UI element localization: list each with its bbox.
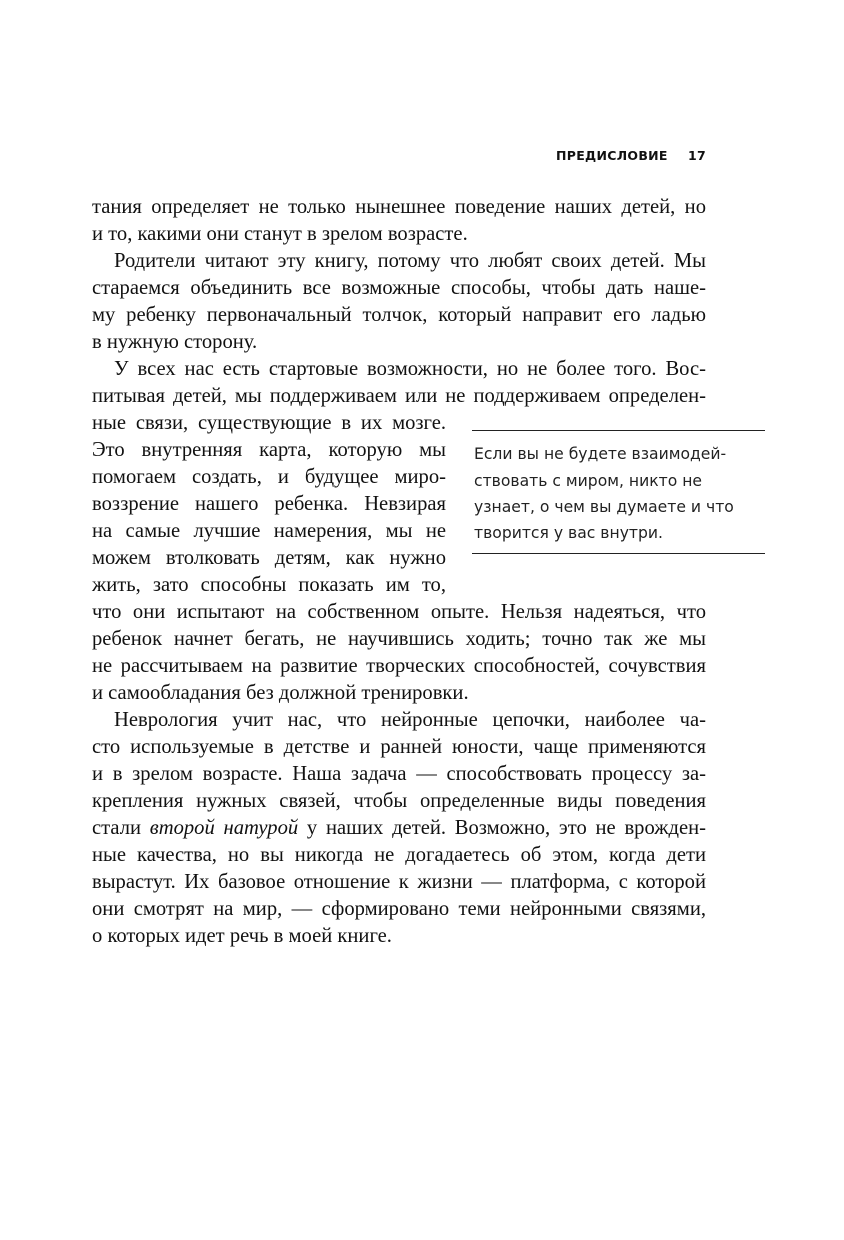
text-line: У всех нас есть стартовые возможности, но не более того. Вос- <box>114 358 706 380</box>
text-line: питывая детей, мы поддерживаем или не поддерживаем определен- <box>92 385 706 407</box>
text-line: сто используемые в детстве и ранней юности, чаще применяются <box>92 736 706 758</box>
text-line: ребенок начнет бегать, не научившись ходить; точно так же мы <box>92 628 706 650</box>
pull-quote-line: узнает, о чем вы думаете и что <box>474 498 734 516</box>
pull-quote-line: Если вы не будете взаимодей- <box>474 445 727 463</box>
text-segment: стали <box>92 817 150 839</box>
text-line: они смотрят на мир, — сформировано теми нейронными связями, <box>92 898 706 920</box>
text-line: вырастут. Их базовое отношение к жизни — платформа, с которой <box>92 871 706 893</box>
italic-phrase: второй натурой <box>149 817 299 839</box>
text-line: стараемся объединить все возможные способы, чтобы дать наше- <box>92 277 706 299</box>
text-line: в нужную сторону. <box>92 331 258 353</box>
text-line: и самообладания без должной тренировки. <box>92 682 469 704</box>
text-line: о которых идет речь в моей книге. <box>92 925 392 947</box>
section-title: ПРЕДИСЛОВИЕ <box>556 148 668 163</box>
text-line: тания определяет не только нынешнее поведение наших детей, но <box>92 196 706 218</box>
text-line: что они испытают на собственном опыте. Нельзя надеяться, что <box>92 601 706 623</box>
text-line: жить, зато способны показать им то, <box>92 574 446 596</box>
text-line: не рассчитываем на развитие творческих способностей, сочувствия <box>92 655 706 677</box>
pull-quote-line: ствовать с миром, никто не <box>474 472 703 490</box>
running-header <box>556 148 706 168</box>
pull-quote-line: творится у вас внутри. <box>474 524 663 542</box>
text-line: крепления нужных связей, чтобы определенные виды поведения <box>92 790 706 812</box>
text-line: ные качества, но вы никогда не догадаетесь об этом, когда дети <box>92 844 706 866</box>
text-line: ные связи, существующие в их мозге. <box>92 412 446 434</box>
text-line: помогаем создать, и будущее миро- <box>92 466 446 488</box>
text-line: и в зрелом возрасте. Наша задача — способствовать процессу за- <box>92 763 706 785</box>
text-line-with-italic <box>92 815 706 842</box>
text-line: Это внутренняя карта, которую мы <box>92 439 446 461</box>
text-line: му ребенку первоначальный толчок, который направит его ладью <box>92 304 706 326</box>
text-line: Родители читают эту книгу, потому что любят своих детей. Мы <box>114 250 706 272</box>
text-line: Неврология учит нас, что нейронные цепочки, наиболее ча- <box>114 709 706 731</box>
text-line: можем втолковать детям, как нужно <box>92 547 446 569</box>
text-line: на самые лучшие намерения, мы не <box>92 520 446 542</box>
pull-quote <box>472 430 765 554</box>
page-number: 17 <box>688 148 706 163</box>
text-line: воззрение нашего ребенка. Невзирая <box>92 493 446 515</box>
text-line: и то, какими они станут в зрелом возрасте. <box>92 223 468 245</box>
text-segment: у наших детей. Возможно, это не врожден- <box>298 817 706 839</box>
